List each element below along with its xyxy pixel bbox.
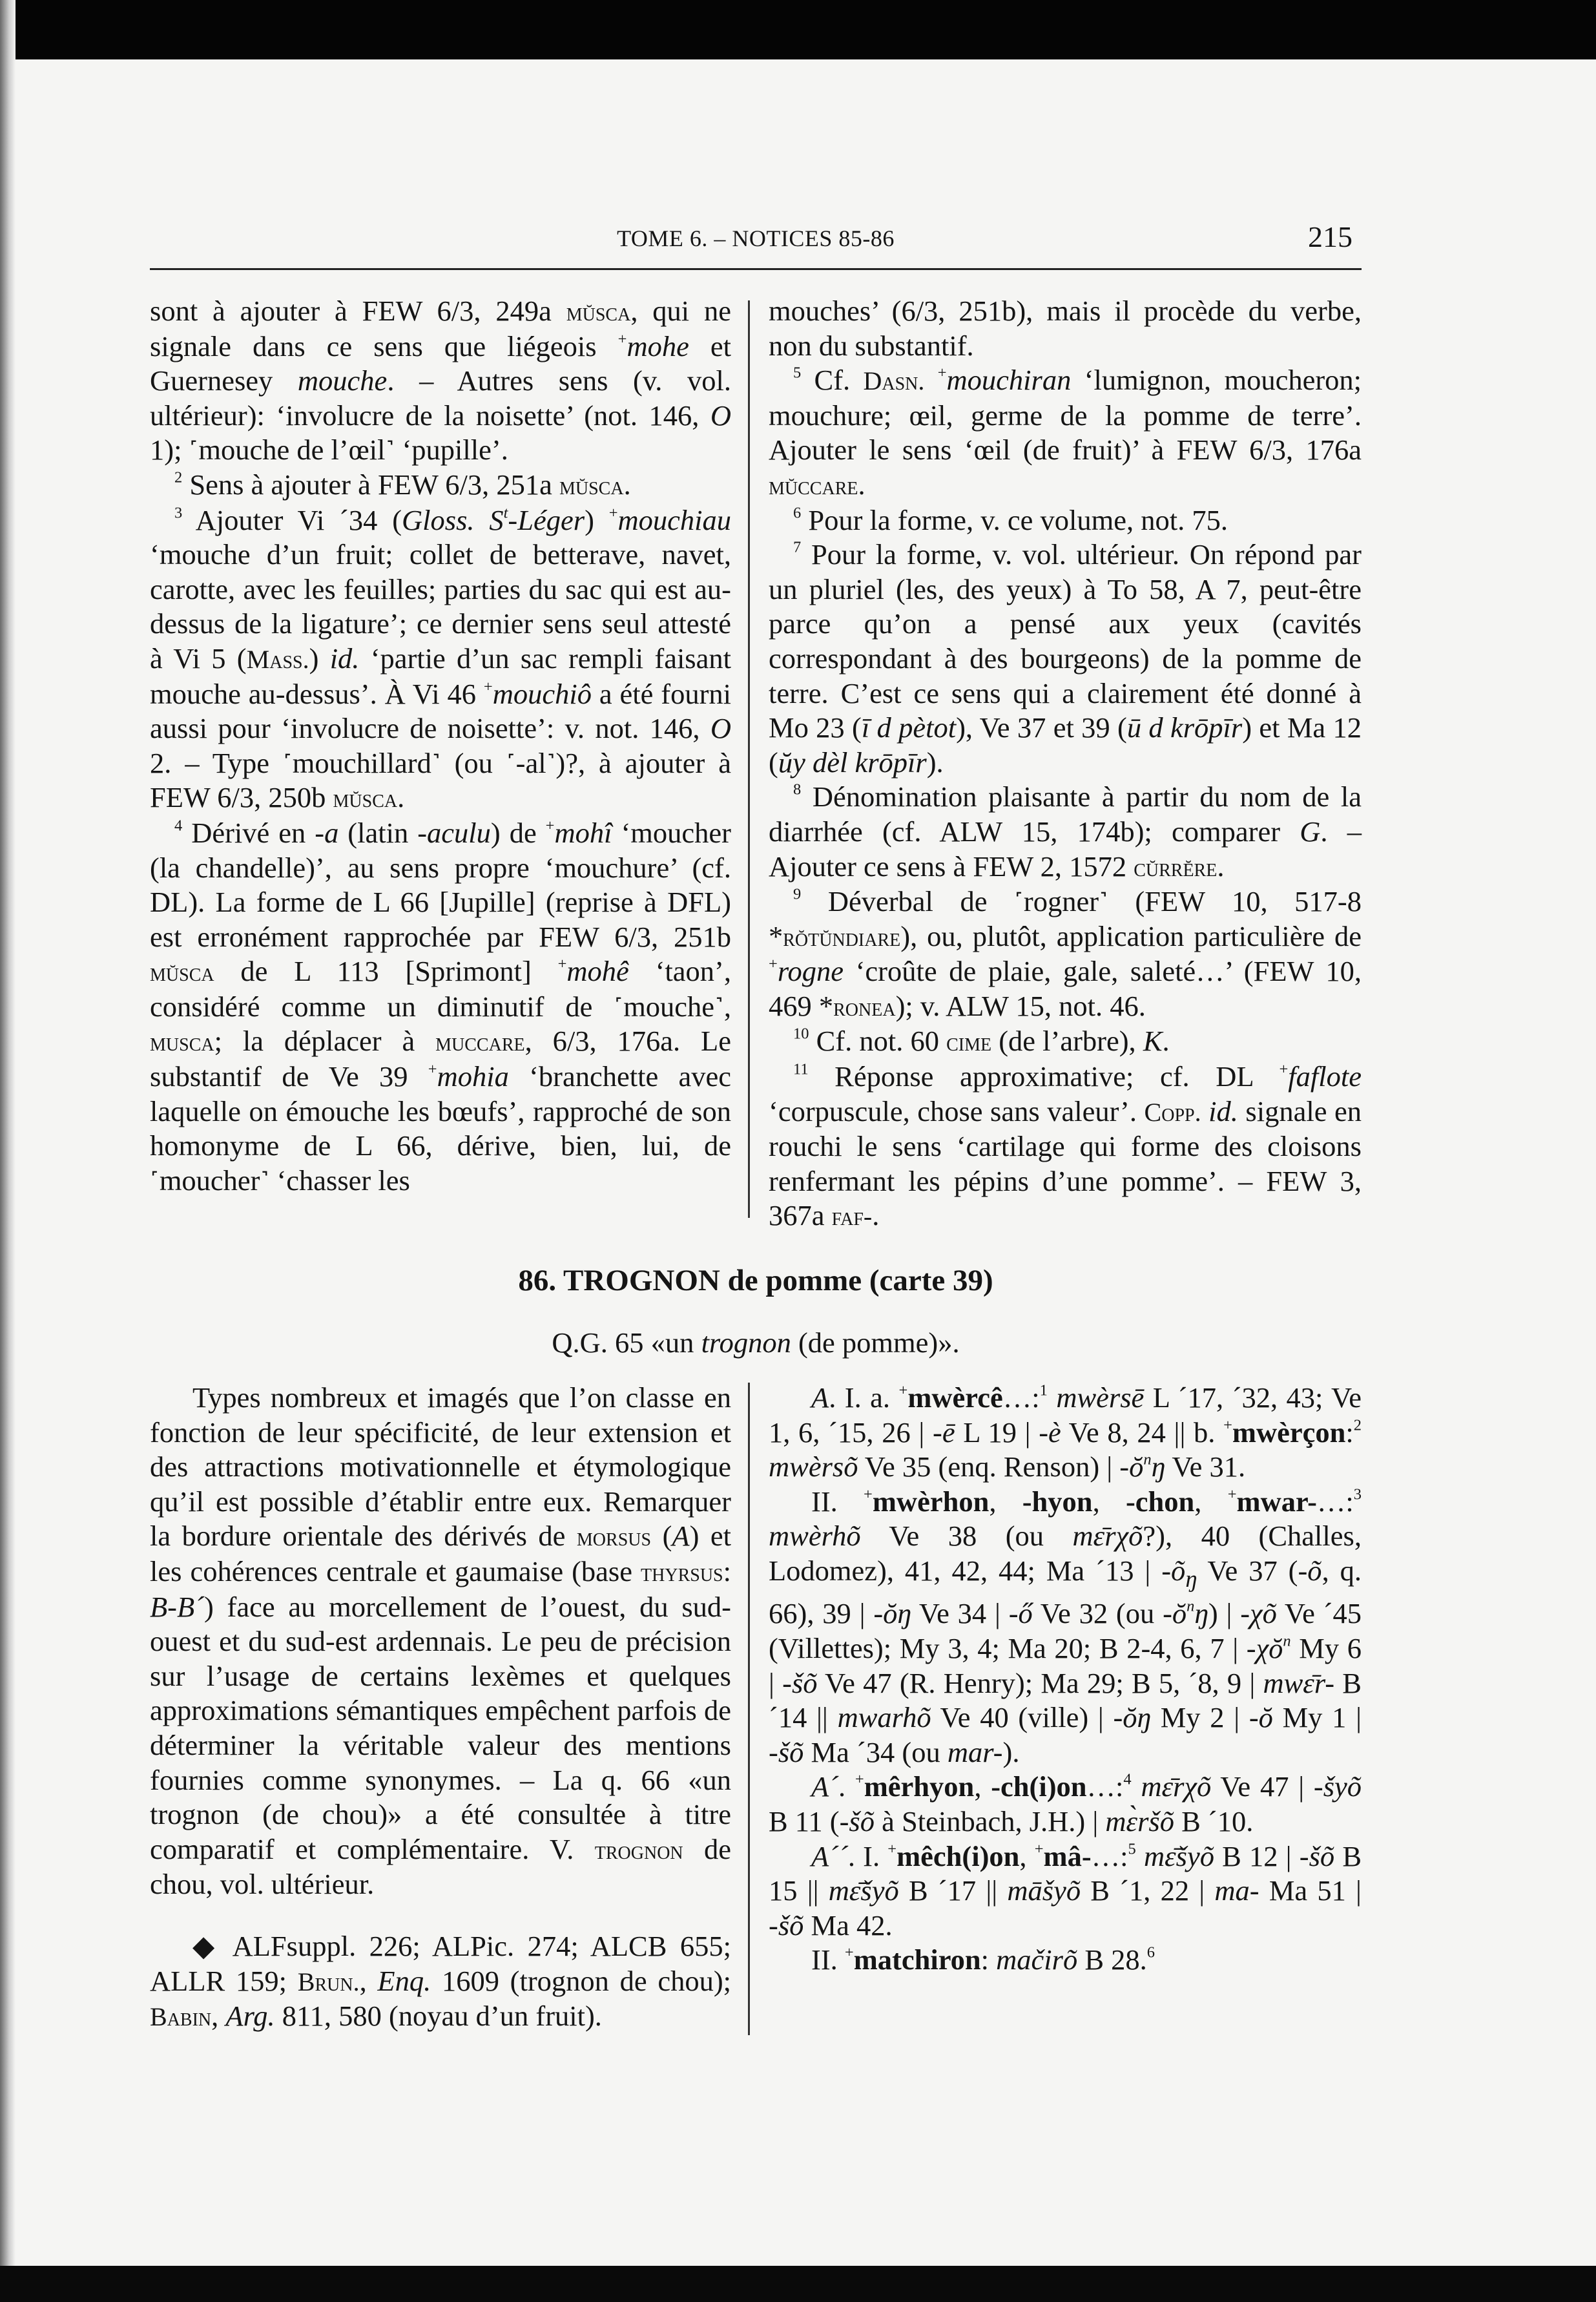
note-11: $^{11}$ Réponse approximative; cf. DL +faflote ‘corpuscule, chose sans valeur’. Copp. id. signale en rouchi le sens ‘cartilage qui forme des cloisons renfermant les pépins d’une pomme’. – FEW 3, 367a faf-. [769, 1060, 1362, 1232]
question-reference: Q.G. 65 «un trognon (de pomme)». [552, 1326, 960, 1359]
note-3-continued: sont à ajouter à FEW 6/3, 249a mŭsca, qui ne signale dans ce sens que liégeois +mohe et Guernesey mouche. – Autres sens (v. vol. ultérieur): ‘involucre de la noisette’ (not. 146, O 1); ˹mouche de l’œil˺ ‘pupille’. [150, 295, 731, 466]
intro-left-column [150, 1381, 731, 2035]
scan-border-left [0, 0, 16, 2302]
note-7: $^7$ Pour la forme, v. vol. ultérieur. On répond par un pluriel (les, des yeux) à To 58, A 7, peut-être parce qu’on a pensé aux yeux (cavités correspondant à des bourgeons) de la pomme de terre. C’est ce sens qui a clairement été donné à Mo 23 (ī d pètot), Ve 37 et 39 (ū d krōpīr) et Ma 12 (ŭy dèl krōpīr). [769, 538, 1362, 779]
page-number: 215 [1308, 220, 1352, 253]
note-8: $^8$ Dénomination plaisante à partir du nom de la diarrhée (cf. ALW 15, 174b); comparer G. – Ajouter ce sens à FEW 2, 1572 cŭrrĕre. [769, 780, 1362, 883]
scan-border-top [0, 0, 1596, 59]
notes-left-column [150, 294, 731, 1198]
type-A-I: A. I. a. +mwèrcê…:$^1$ mwèrsē L ´17, ´32, 43; Ve 1, 6, ´15, 26 | -ē L 19 | -è Ve 8, 24 || b. +mwèrçon:$^2$ mwèrsõ Ve 35 (enq. Renson) | $-ŏ^nŋ$ Ve 31. [769, 1381, 1362, 1483]
note-9: $^9$ Déverbal de ˹rogner˺ (FEW 10, 517-8 *rŏtŭndiare), ou, plutôt, application particulière de +rogne ‘croûte de plaie, gale, saleté…’ (FEW 10, 469 *ronea); v. ALW 15, not. 46. [769, 885, 1362, 1022]
header-rule [150, 268, 1362, 270]
type-A-II: II. +mwèrhon, -hyon, -chon, +mwar-…:$^3$ mwèrhõ Ve 38 (ou mɛ̄rχõ?), 40 (Challes, Lodomez), 41, 42, 44; Ma ´13 | $-õ_ŋ$ Ve 37 (-õ, q. 66), 39 | -ŏŋ Ve 34 | -ő Ve 32 (ou $-ŏ^nŋ$) | -χõ Ve ´45 (Villettes); My 3, 4; Ma 20; B 2-4, 6, 7 | $-\chi ŏ^n$ My 6 | -šõ Ve 47 (R. Henry); Ma 29; B 5, ´8, 9 | mwɛ̄r- B ´14 || mwarhõ Ve 40 (ville) | -ŏŋ My 2 | -ŏ My 1 | -šõ Ma ´34 (ou mar-). [769, 1485, 1362, 1768]
note-10: $^{10}$ Cf. not. 60 cime (de l’arbre), K. [793, 1025, 1170, 1058]
column-divider-bottom [748, 1383, 750, 2035]
forms-right-column [769, 1381, 1362, 1978]
page-header [150, 220, 1362, 265]
note-3: $^3$ Ajouter Vi ´34 (Gloss. $S^t-Léger$) +mouchiau ‘mouche d’un fruit; collet de betterave, navet, carotte, avec les feuilles; parties du sac qui est au-dessus de la ligature’; ce dernier sens seul attesté à Vi 5 (Mass.) id. ‘partie d’un sac rempli faisant mouche au-dessus’. À Vi 46 +mouchiô a été fourni aussi pour ‘involucre de noisette’: v. not. 146, O 2. – Type ˹mouchillard˺ (ou ˹-al˺)?, à ajouter à FEW 6/3, 250b mŭsca. [150, 503, 732, 814]
type-A-double-prime-II: II. +matchiron: mačirõ B 28.$^6$ [811, 1943, 1156, 1976]
type-A-prime: A´. +mêrhyon, -ch(i)on…:$^4$ mɛ̄rχõ Ve 47 | -šyõ B 11 (-šõ à Steinbach, J.H.) | mɛ̀ršõ B ´10. [769, 1770, 1362, 1838]
note-4-continued: mouches’ (6/3, 251b), mais il procède du verbe, non du substantif. [769, 295, 1362, 362]
note-2: $^2$ Sens à ajouter à FEW 6/3, 251a mŭsca. [174, 468, 631, 501]
column-divider-top [748, 300, 750, 1218]
running-head: TOME 6. – NOTICES 85-86 [617, 225, 895, 251]
note-4: $^4$ Dérivé en -a (latin -aculu) de +mohî ‘moucher (la chandelle)’, au sens propre ‘mouchure’ (cf. DL). La forme de L 66 [Jupille] (reprise à DFL) est erronément rapprochée par FEW 6/3, 251b mŭsca de L 113 [Sprimont] +mohê ‘taon’, considéré comme un diminutif de ˹mouche˺, musca; la déplacer à muccare, 6/3, 176a. Le substantif de Ve 39 +mohia ‘branchette avec laquelle on émouche les bœufs’, rapproché de son homonyme de L 66, dérive, bien, lui, de ˹moucher˺ ‘chasser les [150, 816, 732, 1197]
scan-border-bottom [0, 2266, 1596, 2302]
section-title: 86. TROGNON de pomme (carte 39) [518, 1264, 993, 1297]
references-paragraph: ◆ ALFsuppl. 226; ALPic. 274; ALCB 655; ALLR 159; Brun., Enq. 1609 (trognon de chou); Babin, Arg. 811, 580 (noyau d’un fruit). [150, 1929, 732, 2033]
notes-right-column [769, 294, 1362, 1234]
note-6: $^6$ Pour la forme, v. ce volume, not. 75. [793, 503, 1228, 536]
intro-paragraph: Types nombreux et imagés que l’on classe en fonction de leur spécificité, de leur extension et des attractions motivationnelle et étymologique qu’il est possible d’établir entre eux. Remarquer la bordure orientale des dérivés de morsus (A) et les cohérences centrale et gaumaise (base thyrsus: B-B´) face au morcellement de l’ouest, du sud-ouest et du sud-est ardennais. Le peu de précision sur l’usage de certains lexèmes et quelques approximations sémantiques empêchent parfois de déterminer la véritable valeur des mentions fournies comme synonymes. – La q. 66 «un trognon (de chou)» a été consultée à titre comparatif et complémentaire. V. trognon de chou, vol. ultérieur. [150, 1381, 731, 1901]
type-A-double-prime-I: A´´. I. +mêch(i)on, +mâ-…:$^5$ mɛ̄šyõ B 12 | -šõ B 15 || mɛ̄šyõ B ´17 || māšyõ B ´1, 22 | ma- Ma 51 | -šõ Ma 42. [769, 1839, 1362, 1941]
note-5: $^5$ Cf. Dasn. +mouchiran ‘lumignon, moucheron; mouchure; œil, germe de la pomme de terre’. Ajouter le sens ‘œil (de fruit)’ à FEW 6/3, 176a mŭccare. [769, 364, 1362, 501]
